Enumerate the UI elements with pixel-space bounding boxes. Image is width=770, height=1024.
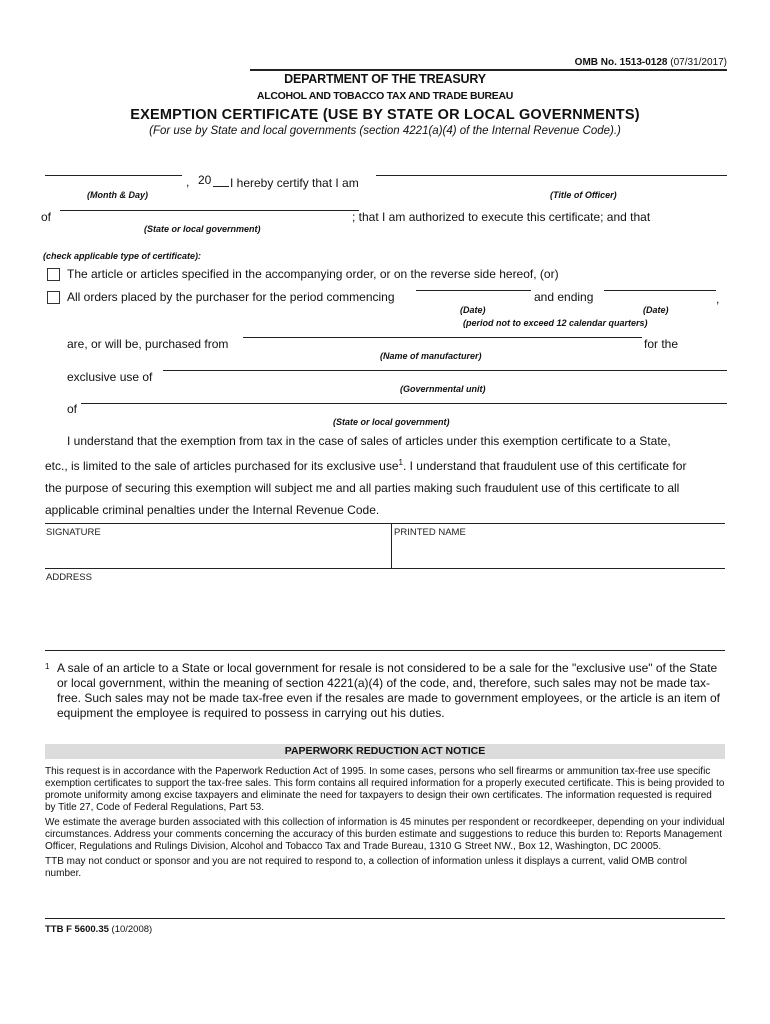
signature-field[interactable]: [45, 540, 390, 567]
period-note: (period not to exceed 12 calendar quarters): [463, 318, 648, 328]
ending-date-label: (Date): [643, 305, 669, 315]
month-day-field[interactable]: [45, 175, 182, 176]
option2-text: All orders placed by the purchaser for the period commencing: [67, 290, 395, 304]
signature-label: SIGNATURE: [46, 527, 101, 538]
address-bottom-rule: [45, 650, 725, 651]
commencing-date-field[interactable]: [416, 290, 531, 291]
bottom-rule: [45, 918, 725, 919]
state-government-label-2: (State or local government): [333, 417, 450, 427]
department-heading: DEPARTMENT OF THE TREASURY: [284, 72, 486, 86]
year-prefix: 20: [198, 173, 212, 187]
state-government-field[interactable]: [60, 210, 359, 211]
authorized-text: ; that I am authorized to execute this certificate; and that: [352, 210, 651, 224]
certify-text: I hereby certify that I am: [230, 176, 359, 190]
check-heading: (check applicable type of certificate):: [43, 251, 202, 261]
for-the-text: for the: [644, 337, 679, 351]
year-field[interactable]: [213, 186, 229, 187]
of-label-2: of: [67, 402, 78, 416]
top-rule: [250, 69, 727, 71]
form-number: TTB F 5600.35 (10/2008): [45, 924, 153, 935]
purchased-from-text: are, or will be, purchased from: [67, 337, 229, 351]
bureau-heading: ALCOHOL AND TOBACCO TAX AND TRADE BUREAU: [256, 90, 514, 102]
governmental-unit-field[interactable]: [163, 370, 727, 371]
understand-paragraph: I understand that the exemption from tax in the case of sales of articles under this exemption certificate to a State, etc., is limited to the sale of articles purchased for its exclusive use$^1$. I understand that fraudulent use of this certificate for the purpose of securing this exemption will subject me and all parties making such fraudulent use of this certificate to all applicable criminal penalties under the Internal Revenue Code.: [45, 434, 687, 517]
manufacturer-field[interactable]: [243, 337, 642, 338]
title-of-officer-label: (Title of Officer): [550, 190, 617, 200]
and-ending-text: and ending: [534, 290, 594, 304]
commencing-date-label: (Date): [460, 305, 486, 315]
state-government-field-2[interactable]: [81, 403, 727, 404]
printed-name-field[interactable]: [393, 540, 725, 567]
paperwork-p2: We estimate the average burden associated with this collection of information is 45 minutes per respondent or recordkeeper, depending on your individual circumstances. Address your comments concerning the accuracy of this burden estimate and suggestions to reduce this burden to: Reports Management Officer, Regulations and Rulings Division, Alcohol and Tobacco Tax and Trade Bureau, 1310 G Street NW., Box 12, Washington, DC 20005.: [45, 817, 725, 852]
signature-divider: [391, 523, 392, 568]
month-day-label: (Month & Day): [87, 190, 148, 200]
ending-date-field[interactable]: [604, 290, 716, 291]
signature-bottom-rule: [45, 568, 725, 569]
governmental-unit-label: (Governmental unit): [400, 384, 486, 394]
trailing-comma: ,: [716, 292, 720, 306]
footnote-marker: 1: [45, 662, 50, 671]
form-title: EXEMPTION CERTIFICATE (USE BY STATE OR LOCAL GOVERNMENTS): [130, 107, 640, 123]
paperwork-heading: PAPERWORK REDUCTION ACT NOTICE: [45, 744, 725, 759]
paperwork-notice: [45, 766, 725, 883]
omb-number: OMB No. 1513-0128 (07/31/2017): [574, 57, 727, 68]
option2-checkbox[interactable]: [47, 291, 60, 304]
comma: ,: [186, 175, 190, 189]
paperwork-p3: TTB may not conduct or sponsor and you are not required to respond to, a collection of information unless it displays a current, valid OMB control number.: [45, 856, 687, 879]
address-label: ADDRESS: [46, 572, 92, 583]
of-label: of: [41, 210, 52, 224]
printed-name-label: PRINTED NAME: [394, 527, 466, 538]
manufacturer-label: (Name of manufacturer): [380, 351, 482, 361]
paperwork-p1: This request is in accordance with the Paperwork Reduction Act of 1995. In some cases, persons who sell firearms or ammunition tax-free use specific exemption certificates to support the tax-free sales. This form contains all required information for a properly executed certificate. This is being provided to promote uniformity among excise taxpayers and eliminate the need for taxpayers to design their own certificates. The information requested is required by Title 27, Code of Federal Regulations, Part 53.: [45, 766, 725, 813]
form-subtitle: (For use by State and local governments (section 4221(a)(4) of the Internal Revenue Code).): [149, 125, 621, 137]
exclusive-use-text: exclusive use of: [67, 370, 153, 384]
title-of-officer-field[interactable]: [376, 175, 727, 176]
option1-checkbox[interactable]: [47, 268, 60, 281]
footnote-text: A sale of an article to a State or local government for resale is not considered to be a sale for the "exclusive use" of the State or local government, within the meaning of section 4221(a)(4) of the code, and, therefore, such sales may not be made tax-free. Such sales may not be made tax-free even if the resales are made to government employees, or the article is an item of equipment the employee is required to possess in carrying out his duties.: [57, 661, 720, 720]
signature-top-rule: [45, 523, 725, 524]
state-government-label: (State or local government): [144, 224, 261, 234]
option1-text: The article or articles specified in the accompanying order, or on the reverse side hereof, (or): [67, 267, 559, 281]
footnote: [45, 661, 725, 721]
address-field[interactable]: [45, 585, 725, 645]
